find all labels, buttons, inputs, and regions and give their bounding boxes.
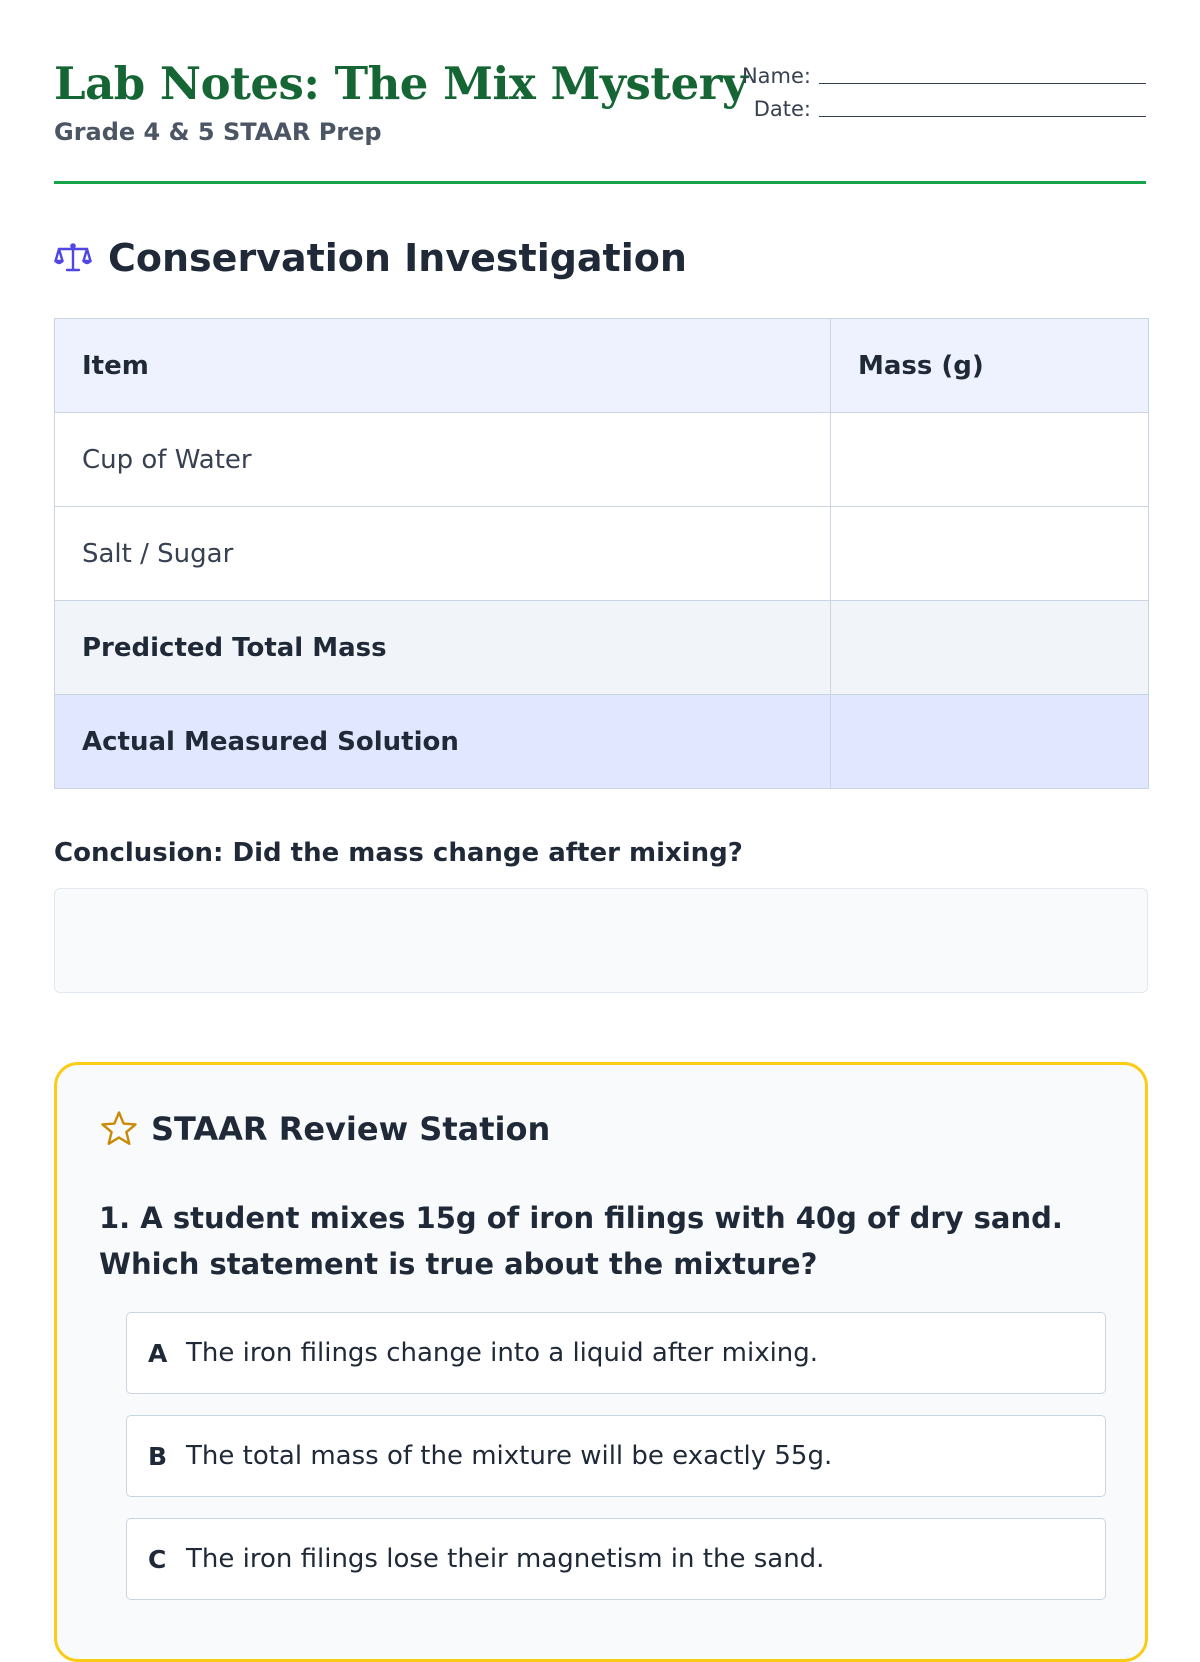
date-row — [736, 89, 1146, 122]
table-row-predicted — [55, 601, 1149, 695]
scale-icon — [54, 240, 92, 276]
answer-option-a[interactable] — [126, 1312, 1106, 1394]
table-header-row — [55, 319, 1149, 413]
item-cell: Actual Measured Solution — [55, 695, 831, 789]
investigation-heading — [54, 236, 687, 280]
option-text: The iron filings change into a liquid after mixing. — [186, 1338, 819, 1368]
item-cell: Cup of Water — [55, 413, 831, 507]
answer-options — [126, 1312, 1106, 1621]
item-cell: Salt / Sugar — [55, 507, 831, 601]
mass-input-cell[interactable] — [831, 507, 1149, 601]
page-subtitle: Grade 4 & 5 STAAR Prep — [54, 118, 382, 146]
worksheet-header — [54, 0, 1146, 184]
mass-input-cell[interactable] — [831, 695, 1149, 789]
option-text: The total mass of the mixture will be exactly 55g. — [186, 1441, 833, 1471]
option-text: The iron filings lose their magnetism in the sand. — [186, 1544, 825, 1574]
name-row — [736, 56, 1146, 89]
item-cell: Predicted Total Mass — [55, 601, 831, 695]
date-field[interactable] — [819, 116, 1146, 117]
staar-review-card — [54, 1062, 1148, 1662]
name-field[interactable] — [819, 83, 1146, 84]
column-header-item: Item — [55, 319, 831, 413]
name-label: Name: — [741, 64, 811, 88]
table-row-actual — [55, 695, 1149, 789]
section-title: Conservation Investigation — [108, 236, 687, 280]
option-letter: B — [148, 1441, 168, 1471]
mass-table — [54, 318, 1149, 789]
review-title: STAAR Review Station — [151, 1110, 551, 1148]
table-row — [55, 507, 1149, 601]
review-heading — [99, 1109, 550, 1149]
student-info — [736, 56, 1146, 122]
worksheet-page — [54, 0, 1146, 1574]
mass-input-cell[interactable] — [831, 601, 1149, 695]
date-label: Date: — [753, 97, 811, 121]
option-letter: A — [148, 1338, 168, 1368]
star-icon — [99, 1109, 139, 1149]
column-header-mass: Mass (g) — [831, 319, 1149, 413]
question-text: 1. A student mixes 15g of iron filings with 40g of dry sand. Which statement is true about the mixture? — [99, 1201, 1063, 1281]
option-letter: C — [148, 1544, 167, 1574]
answer-option-c[interactable] — [126, 1518, 1106, 1600]
page-title: Lab Notes: The Mix Mystery — [54, 57, 748, 110]
mass-input-cell[interactable] — [831, 413, 1149, 507]
answer-option-b[interactable] — [126, 1415, 1106, 1497]
conclusion-answer-box[interactable] — [54, 888, 1148, 993]
table-row — [55, 413, 1149, 507]
conclusion-label: Conclusion: Did the mass change after mixing? — [54, 838, 743, 868]
